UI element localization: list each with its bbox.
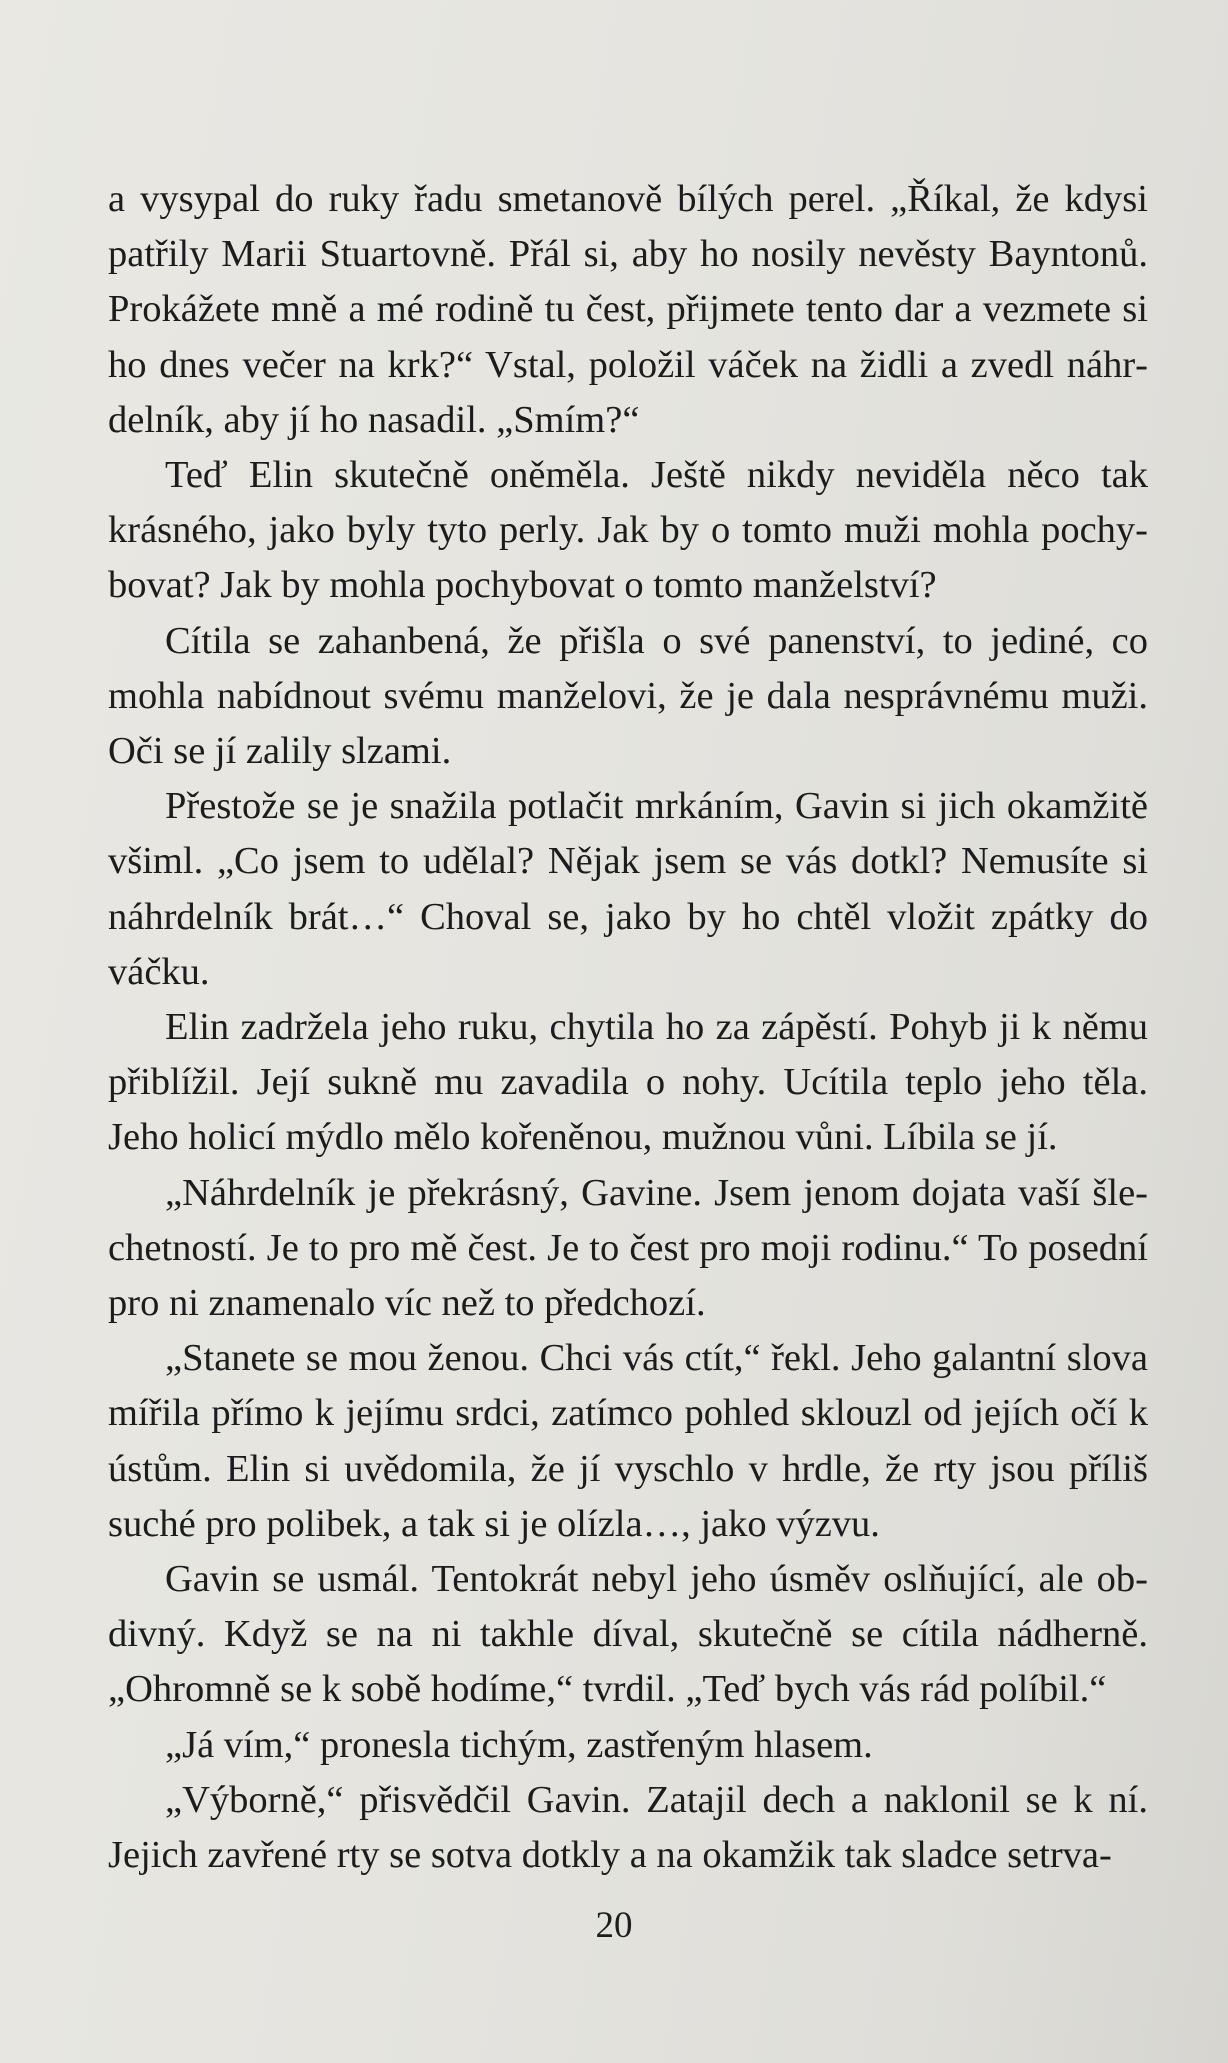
paragraph-5: Elin zadržela jeho ruku, chytila ho za zápěstí. Pohyb ji k němu přiblížil. Její sukně mu zavadila o nohy. Ucítila teplo jeho těla. Jeho holicí mýdlo mělo kořeněnou, mužnou vůni. Líbila se jí. — [108, 1006, 1148, 1159]
paragraph-8: Gavin se usmál. Tentokrát nebyl jeho úsměv oslňující, ale obdivný. Když se na ni takhle díval, skutečně se cítila nádherně. „Ohromně se k sobě hodíme,“ tvrdil. „Teď bych vás rád políbil.“ — [108, 1558, 1148, 1711]
paragraph-1: a vysypal do ruky řadu smetanově bílých perel. „Říkal, že kdysi patřily Marii Stuartovně. Přál si, aby ho nosily nevěsty Bayntonů. Prokážete mně a mé rodině tu čest, přijmete tento dar a vezmete si ho dnes večer na krk?“ Vstal, položil váček na židli a zvedl náhrdelník, aby jí ho nasadil. „Smím?“ — [108, 178, 1148, 441]
paragraph-3: Cítila se zahanbená, že přišla o své panenství, to jediné, co mohla nabídnout svému manželovi, že je dala nesprávnému muži. Oči se jí zalily slzami. — [108, 619, 1148, 773]
paragraph-7: „Stanete se mou ženou. Chci vás ctít,“ řekl. Jeho galantní slova mířila přímo k jejímu srdci, zatímco pohled sklouzl od jejích očí k ústům. Elin si uvědomila, že jí vyschlo v hrdle, že rty jsou příliš suché pro polibek, a tak si je olízla…, jako výzvu. — [108, 1337, 1148, 1545]
page-number: 20 — [595, 1905, 633, 1946]
page-text-block — [108, 172, 1148, 1883]
paragraph-10: „Výborně,“ přisvědčil Gavin. Zatajil dech a naklonil se k ní. Jejich zavřené rty se sotva dotkly a na okamžik tak sladce setrva- — [108, 1778, 1148, 1877]
paragraph-4: Přestože se je snažila potlačit mrkáním, Gavin si jich okamžitě všiml. „Co jsem to udělal? Nějak jsem se vás dotkl? Nemusíte si náhrdelník brát…“ Choval se, jako by ho chtěl vložit zpátky do váčku. — [108, 785, 1148, 993]
paragraph-2: Teď Elin skutečně oněměla. Ještě nikdy neviděla něco tak krásného, jako byly tyto perly. Jak by o tomto muži mohla pochybovat? Jak by mohla pochybovat o tomto manželství? — [108, 454, 1148, 607]
paragraph-6: „Náhrdelník je překrásný, Gavine. Jsem jenom dojata vaší šlechetností. Je to pro mě čest. Je to čest pro moji rodinu.“ To posední pro ni znamenalo víc než to předchozí. — [108, 1171, 1148, 1325]
paragraph-9: „Já vím,“ pronesla tichým, zastřeným hlasem. — [165, 1723, 873, 1766]
